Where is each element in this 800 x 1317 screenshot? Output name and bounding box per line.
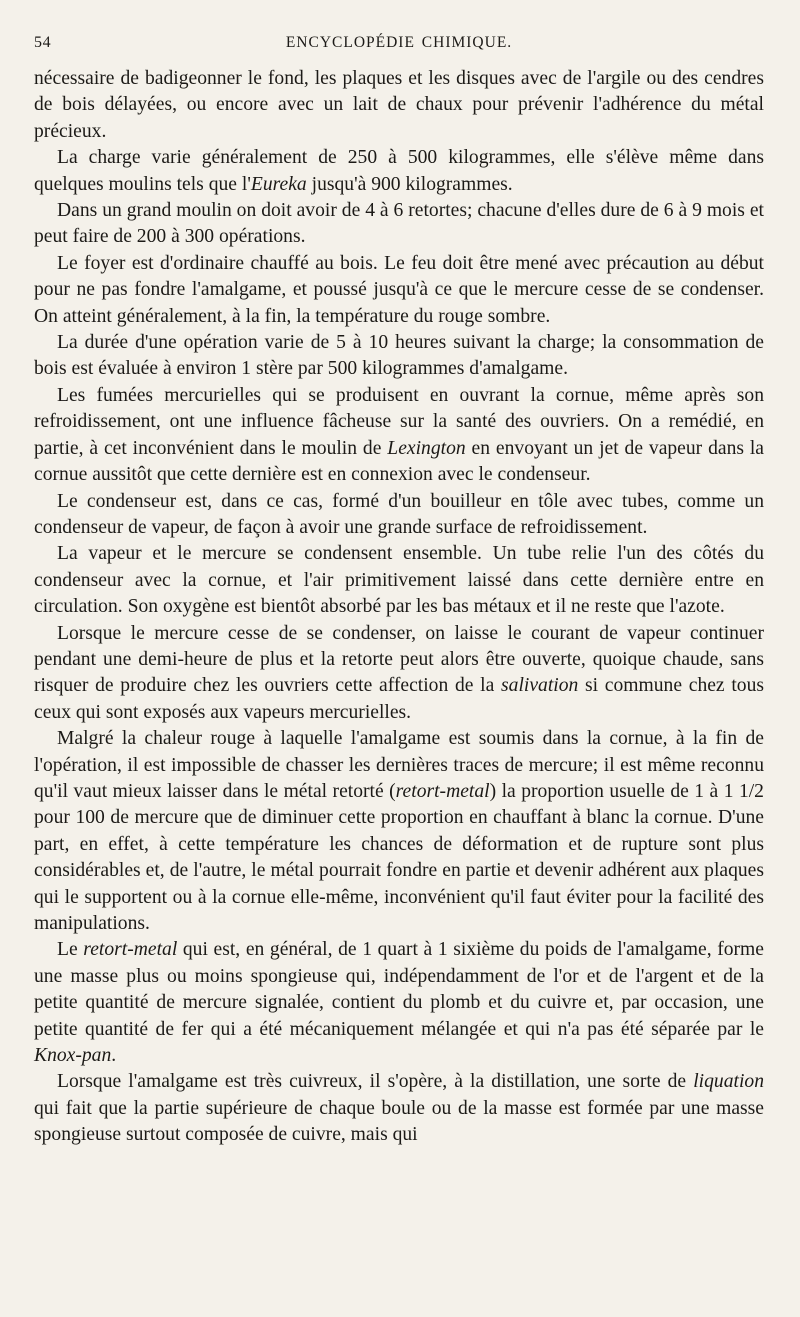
text-run: qui fait que la partie supérieure de chaque boule ou de la masse est formée par une masse spongieuse surtout composée de cuivre, mais qui — [34, 1097, 764, 1146]
paragraph — [34, 541, 764, 620]
paragraph — [34, 621, 764, 727]
paragraph — [34, 251, 764, 330]
page-header — [34, 34, 764, 60]
running-title: ENCYCLOPÉDIE CHIMIQUE. — [285, 34, 513, 51]
italic-term: retort-metal — [395, 780, 490, 802]
paragraph — [34, 726, 764, 937]
paragraph — [34, 1069, 764, 1148]
italic-term: salivation — [501, 675, 579, 697]
italic-term: Knox-pan — [34, 1045, 112, 1067]
text-run: Le condenseur est, dans ce cas, formé d'un bouilleur en tôle avec tubes, comme un condenseur de vapeur, de façon à avoir une grande surface de refroidissement. — [34, 490, 764, 538]
paragraph — [34, 489, 764, 542]
text-run: La vapeur et le mercure se condensent ensemble. Un tube relie l'un des côtés du condenseur avec la cornue, et l'air primitivement laissé dans cette dernière entre en circulation. Son oxygène est bientôt absorbé par les bas métaux et il ne reste que l'azote. — [34, 543, 764, 618]
text-run: . — [111, 1045, 117, 1067]
text-run: Le foyer est d'ordinaire chauffé au bois. Le feu doit être mené avec précaution au début pour ne pas fondre l'amalgame, et poussé jusqu'à ce que le mercure cesse de se condenser. On atteint généralement, à la fin, la température du rouge sombre. — [34, 252, 764, 327]
italic-term: liquation — [693, 1071, 764, 1093]
body-text — [34, 66, 764, 1149]
text-run: La charge varie généralement de 250 à 500 kilogrammes, elle s'élève même dans quelques moulins tels que l' — [34, 147, 764, 195]
italic-term: Eureka — [250, 173, 307, 195]
paragraph — [34, 66, 764, 145]
paragraph — [34, 145, 764, 198]
text-run: Lorsque l'amalgame est très cuivreux, il s'opère, à la distillation, une sorte de — [57, 1071, 694, 1093]
paragraph — [34, 330, 764, 383]
paragraph — [34, 198, 764, 251]
text-run: Dans un grand moulin on doit avoir de 4 à 6 retortes; chacune d'elles dure de 6 à 9 mois et peut faire de 200 à 300 opérations. — [34, 200, 764, 248]
text-run: La durée d'une opération varie de 5 à 10 heures suivant la charge; la consommation de bois est évaluée à environ 1 stère par 500 kilogrammes d'amalgame. — [34, 332, 764, 380]
paragraph — [34, 383, 764, 489]
text-run: nécessaire de badigeonner le fond, les plaques et les disques avec de l'argile ou des cendres de bois délayées, ou encore avec un lait de chaux pour prévenir l'adhérence du métal précieux. — [34, 68, 764, 142]
text-run: ) la proportion usuelle de 1 à 1 1/2 pour 100 de mercure que de diminuer cette proportion en chauffant à blanc la cornue. D'une part, en effet, à cette température les chances de déformation et de rupture sont plus considérables et, de l'autre, le métal pourrait fondre en partie et devenir adhérent aux plaques qui le supportent ou à la cornue elle-même, inconvénient qu'il faut éviter pour la facilité des manipulations. — [34, 780, 764, 934]
paragraph — [34, 937, 764, 1069]
text-run: qui est, en général, de 1 quart à 1 sixième du poids de l'amalgame, forme une masse plus ou moins spongieuse qui, indépendamment de l'or et de l'argent et de la petite quantité de mercure signalée, contient du plomb et du cuivre et, par occasion, une petite quantité de fer qui a été mécaniquement mélangée et qui n'a pas été séparée par le — [34, 939, 764, 1040]
page-number: 54 — [34, 34, 52, 51]
text-run: en envoyant un jet de vapeur dans la cornue aussitôt que cette dernière est en connexion avec le condenseur. — [34, 437, 764, 486]
italic-term: retort-metal — [83, 939, 178, 961]
italic-term: Lexington — [387, 437, 466, 459]
text-run: jusqu'à 900 kilogrammes. — [306, 173, 513, 195]
text-run: si commune chez tous ceux qui sont exposés aux vapeurs mercurielles. — [34, 675, 764, 723]
text-run: Le — [57, 939, 84, 961]
text-run: Lorsque le mercure cesse de se condenser, on laisse le courant de vapeur continuer pendant une demi-heure de plus et la retorte peut alors être ouverte, quoique chaude, sans risquer de produire chez les ouvriers cette affection de la — [34, 622, 764, 697]
text-run: Malgré la chaleur rouge à laquelle l'amalgame est soumis dans la cornue, à la fin de l'opération, il est impossible de chasser les dernières traces de mercure; il est même reconnu qu'il vaut mieux laisser dans le métal retorté ( — [34, 728, 764, 802]
text-run: Les fumées mercurielles qui se produisent en ouvrant la cornue, même après son refroidissement, ont une influence fâcheuse sur la santé des ouvriers. On a remédié, en partie, à cet inconvénient dans le moulin de — [34, 384, 764, 459]
